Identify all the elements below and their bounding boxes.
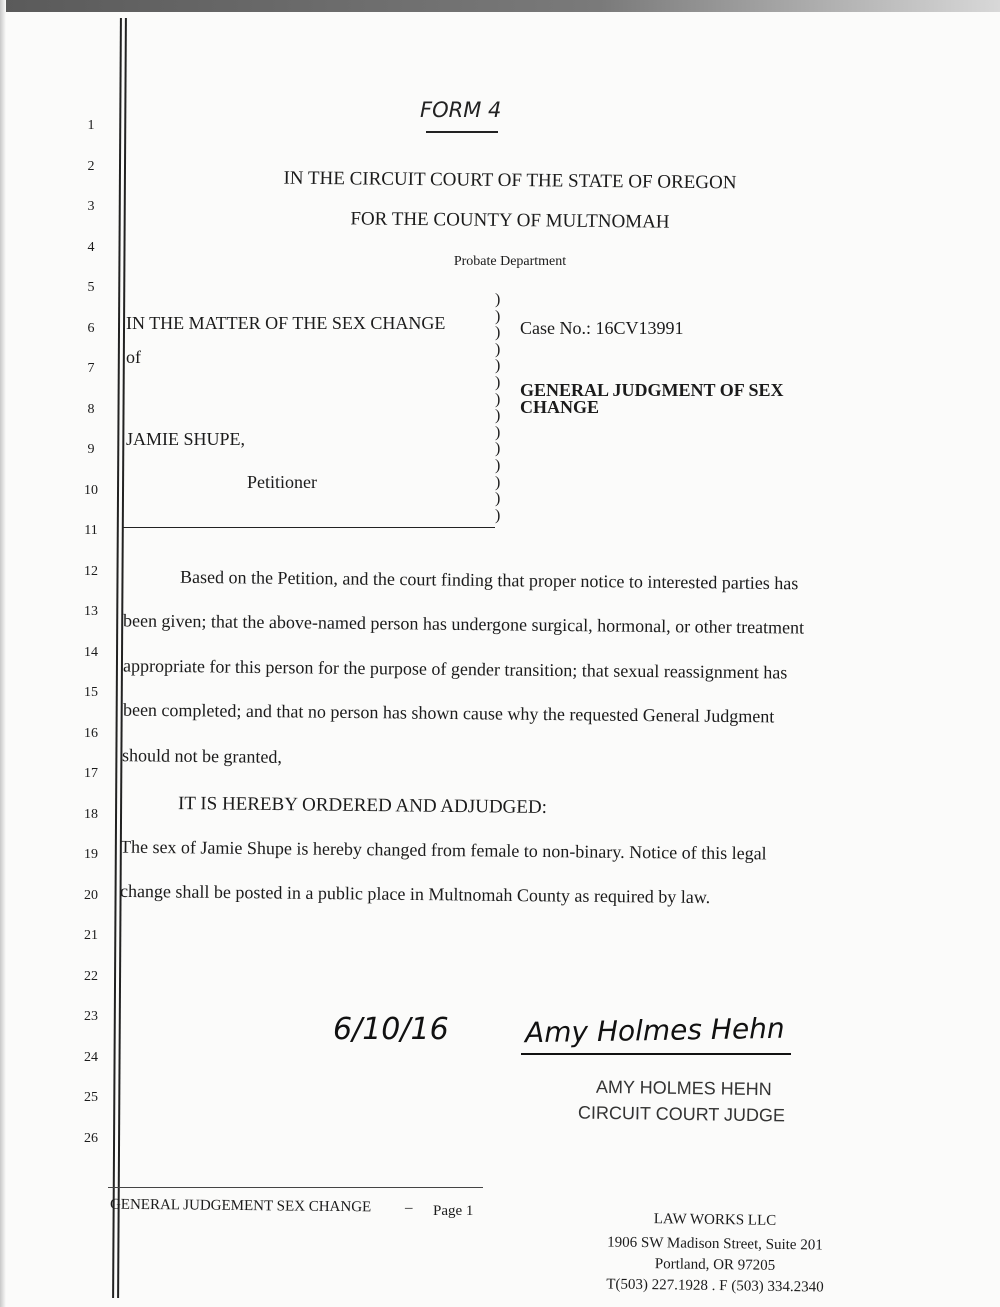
case-number: Case No.: 16CV13991 [520,318,684,338]
line-number: 9 [87,442,95,457]
line-number: 5 [87,280,95,295]
caption-parenthesis: ) [495,407,501,425]
line-number: 22 [84,968,98,984]
judge-name: AMY HOLMES HEHN [595,1076,772,1100]
line-number: 3 [87,199,95,214]
caption-parenthesis: ) [495,307,501,325]
body-line-2: been given; that the above-named person has undergone surgical, hormonal, or other treatment [122,610,805,638]
line-number: 12 [84,563,98,579]
footer-page: Page 1 [433,1203,474,1219]
footer-rule [108,1187,483,1188]
judgment-title-line1: GENERAL JUDGMENT OF SEX [520,380,784,400]
body-line-5: should not be granted, [121,745,283,767]
order-line-1: The sex of Jamie Shupe is hereby changed from female to non-binary. Notice of this legal [119,836,767,864]
scan-left-shadow [0,0,6,1307]
caption-parenthesis: ) [495,340,501,358]
line-number: 2 [87,158,95,174]
department-label: Probate Department [453,254,567,269]
line-number: 21 [84,928,98,943]
line-number: 26 [84,1130,98,1146]
line-number: 19 [84,847,98,862]
caption-parenthesis: ) [495,490,501,508]
caption-parenthesis: ) [495,374,501,391]
body-line-1: Based on the Petition, and the court finding that proper notice to interested parties has [179,566,799,594]
form-label: FORM 4 [420,98,502,122]
body-line-3: appropriate for this person for the purpose of gender transition; that sexual reassignment has [122,655,788,683]
line-number: 6 [87,320,95,336]
caption-parenthesis: ) [495,440,501,458]
caption-parenthesis: ) [495,423,501,441]
firm-address-1: 1906 SW Madison Street, Suite 201 [607,1234,823,1254]
line-number: 7 [87,361,95,376]
body-line-4: been completed; and that no person has shown cause why the requested General Judgment [122,699,775,727]
line-number: 14 [84,644,98,660]
caption-of: of [126,347,141,367]
handwritten-date: 6/10/16 [333,1012,449,1047]
caption-role: Petitioner [247,472,317,492]
line-number: 4 [87,239,95,255]
scan-top-edge [0,0,1000,12]
line-number: 23 [84,1009,98,1024]
signature-underline [521,1053,791,1055]
caption-parenthesis: ) [495,291,501,308]
caption-name: JAMIE SHUPE, [126,429,246,449]
form-label-underline [426,131,498,133]
caption-parenthesis: ) [495,506,501,524]
line-number: 11 [84,523,98,538]
firm-phone: T(503) 227.1928 . F (503) 334.2340 [606,1276,824,1296]
line-number: 8 [87,401,95,417]
line-number: 16 [84,725,98,741]
order-line-2: change shall be posted in a public place in Multnomah County as required by law. [119,880,711,908]
line-number: 18 [84,806,98,822]
judge-title: CIRCUIT COURT JUDGE [577,1102,786,1126]
caption-parenthesis: ) [495,457,501,474]
caption-matter: IN THE MATTER OF THE SEX CHANGE [126,313,446,333]
footer-title: GENERAL JUDGEMENT SEX CHANGE [109,1196,372,1216]
judge-signature: Amy Holmes Hehn [524,1011,785,1050]
line-number: 10 [84,482,98,498]
judgment-title-line2: CHANGE [520,397,600,417]
line-number: 17 [84,766,98,781]
court-heading-line1: IN THE CIRCUIT COURT OF THE STATE OF OREGON [283,167,737,194]
line-number: 20 [84,887,98,903]
caption-parenthesis: ) [495,324,501,342]
firm-name: LAW WORKS LLC [653,1211,777,1229]
ordered-heading: IT IS HEREBY ORDERED AND ADJUDGED: [177,793,548,818]
line-number: 24 [84,1049,98,1065]
line-number: 1 [87,118,95,133]
firm-address-2: Portland, OR 97205 [654,1256,776,1274]
caption-parenthesis: ) [495,473,501,491]
line-number: 15 [84,685,98,700]
caption-parenthesis: ) [495,390,501,408]
line-number: 13 [84,604,98,619]
caption-parenthesis: ) [495,357,501,375]
line-number: 25 [84,1090,98,1105]
footer-separator: – [405,1200,413,1216]
caption-underline [123,527,495,528]
court-heading-line2: FOR THE COUNTY OF MULTNOMAH [350,208,670,233]
